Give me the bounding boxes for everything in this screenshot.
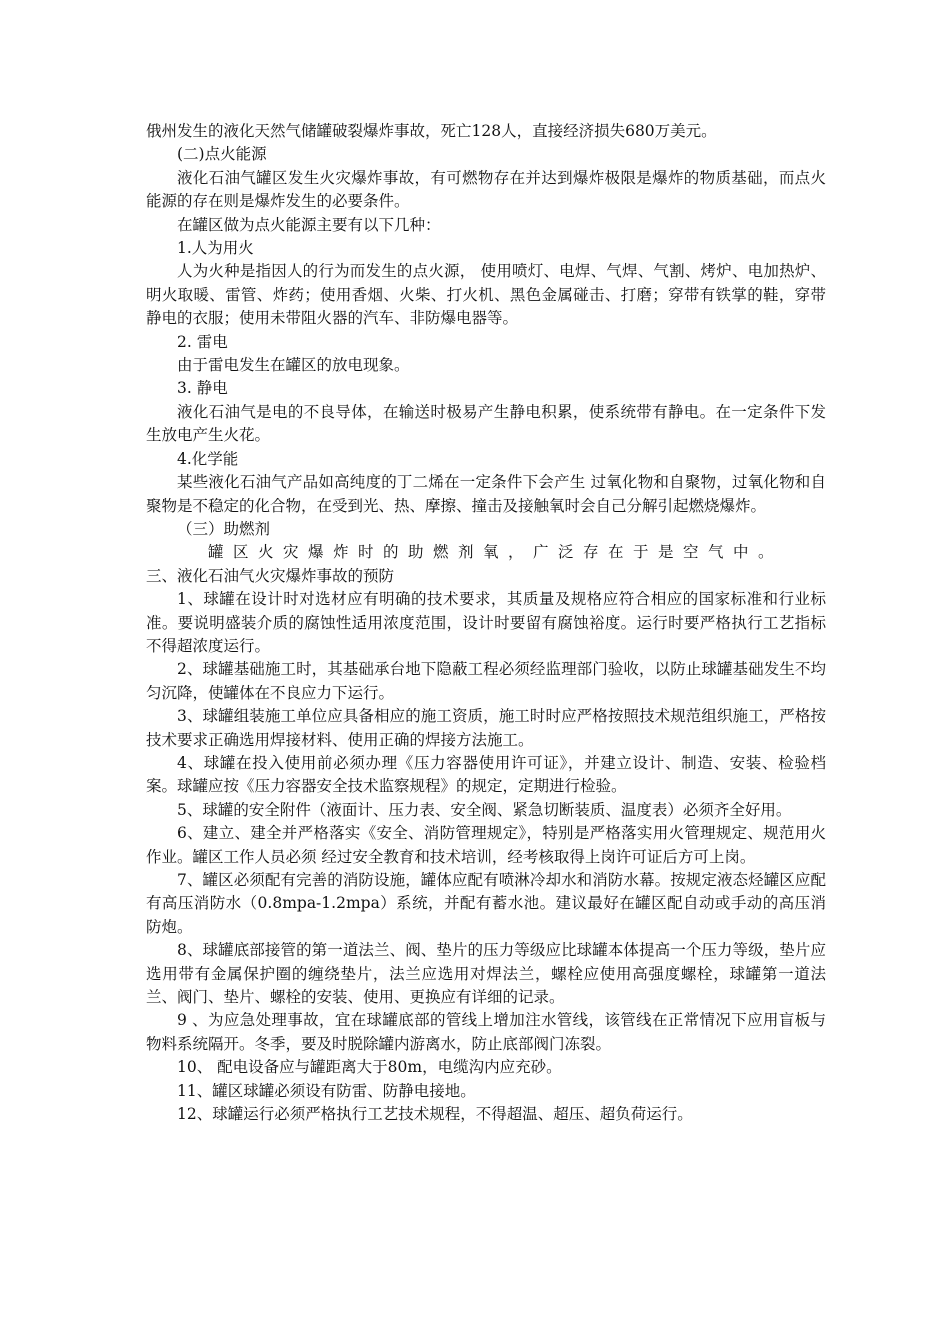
subheading-static: 3. 静电	[177, 379, 228, 398]
list-item: 2、球罐基础施工时，其基础承台地下隐蔽工程必须经监理部门验收，以防止球罐基础发生不均匀沉降，使罐体在不良应力下运行。	[146, 660, 826, 702]
list-item: 5、球罐的安全附件（液面计、压力表、安全阀、紧急切断装质、温度表）必须齐全好用。	[177, 800, 792, 819]
subheading-chemical-energy: 4.化学能	[177, 449, 239, 468]
list-item: 6、建立、建全并严格落实《安全、消防管理规定》，特别是严格落实用火管理规定、规范用火作业。罐区工作人员必须 经过安全教育和技术培训，经考核取得上岗许可证后方可上岗。	[146, 824, 826, 866]
paragraph: 由于雷电发生在罐区的放电现象。	[177, 356, 410, 375]
paragraph: 某些液化石油气产品如高纯度的丁二烯在一定条件下会产生 过氧化物和自聚物，过氧化物和自聚物是不稳定的化合物，在受到光、热、摩擦、撞击及接触氧时会自己分解引起燃烧爆炸。	[146, 473, 826, 515]
paragraph: 俄州发生的液化天然气储罐破裂爆炸事故，死亡128人，直接经济损失680万美元。	[146, 122, 717, 140]
paragraph: 人为火种是指因人的行为而发生的点火源， 使用喷灯、电焊、气焊、气割、烤炉、电加热炉、明火取暖、雷管、炸药；使用香烟、火柴、打火机、黑色金属碰击、打磨；穿带有铁掌的鞋，穿带静电的衣服；使用未带阻火器的汽车、非防爆电器等。	[146, 262, 826, 328]
paragraph: 在罐区做为点火能源主要有以下几种：	[177, 215, 441, 234]
list-item: 1、球罐在设计时对选材应有明确的技术要求，其质量及规格应符合相应的国家标准和行业标准。要说明盛装介质的腐蚀性适用浓度范围，设计时要留有腐蚀裕度。运行时要严格执行工艺指标不得超浓度运行。	[146, 590, 826, 655]
list-item: 3、球罐组装施工单位应具备相应的施工资质，施工时时应严格按照技术规范组织施工，严格按技术要求正确选用焊接材料、使用正确的焊接方法施工。	[146, 707, 826, 749]
list-item: 4、球罐在投入使用前必须办理《压力容器使用许可证》，并建立设计、制造、安装、检验档案。球罐应按《压力容器安全技术监察规程》的规定，定期进行检验。	[146, 753, 826, 796]
section-heading-prevention: 三、液化石油气火灾爆炸事故的预防	[146, 566, 395, 585]
list-item: 7、罐区必须配有完善的消防设施，罐体应配有喷淋冷却水和消防水幕。按规定液态烃罐区应配有高压消防水（0.8mpa-1.2mpa）系统，并配有蓄水池。建议最好在罐区配自动或手动的高压消防炮。	[146, 871, 826, 936]
document-body	[146, 120, 826, 1126]
list-item: 10、 配电设备应与罐距离大于80m，电缆沟内应充砂。	[177, 1058, 562, 1077]
list-item: 8、球罐底部接管的第一道法兰、阀、垫片的压力等级应比球罐本体提高一个压力等级，垫片应选用带有金属保护圈的缠绕垫片，法兰应选用对焊法兰，螺栓应使用高强度螺栓，球罐第一道法兰、阀门、垫片、螺栓的安装、使用、更换应有详细的记录。	[146, 941, 826, 1007]
paragraph: 液化石油气是电的不良导体，在输送时极易产生静电积累，使系统带有静电。在一定条件下发生放电产生火花。	[146, 402, 826, 445]
subheading-human-fire: 1.人为用火	[177, 239, 254, 258]
section-heading-ignition-source: (二)点火能源	[177, 145, 267, 164]
paragraph: 罐区火灾爆炸时的助燃剂氧，广泛存在于是空气中。	[208, 543, 784, 562]
list-item: 11、罐区球罐必须设有防雷、防静电接地。	[177, 1081, 476, 1100]
paragraph: 液化石油气罐区发生火灾爆炸事故，有可燃物存在并达到爆炸极限是爆炸的物质基础，而点火能源的存在则是爆炸发生的必要条件。	[146, 168, 826, 211]
list-item: 12、球罐运行必须严格执行工艺技术规程，不得超温、超压、超负荷运行。	[177, 1105, 693, 1124]
list-item: 9 、为应急处理事故，宜在球罐底部的管线上增加注水管线，该管线在正常情况下应用盲板与物料系统隔开。冬季，要及时脱除罐内游离水，防止底部阀门冻裂。	[146, 1011, 826, 1053]
subheading-lightning: 2. 雷电	[177, 332, 228, 351]
section-heading-oxidizer: （三）助燃剂	[177, 519, 271, 538]
